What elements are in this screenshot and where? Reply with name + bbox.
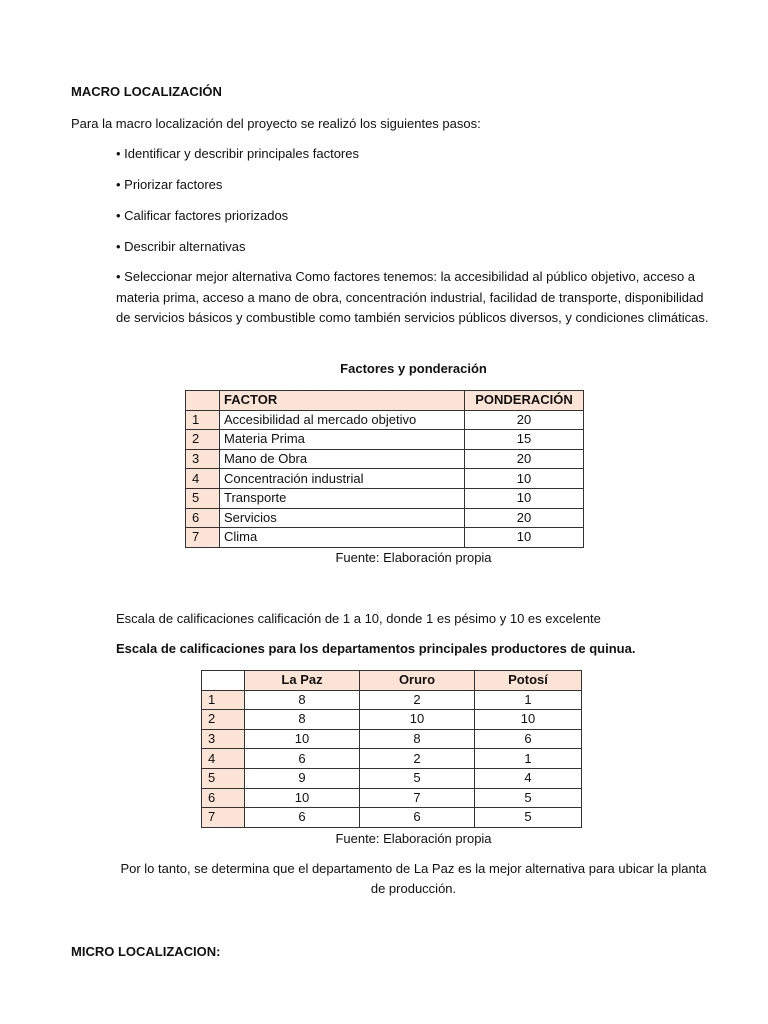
- factors-table-title: Factores y ponderación: [340, 361, 487, 376]
- row-number: 6: [186, 508, 220, 528]
- rating-cell: 10: [475, 710, 582, 730]
- factor-cell: Concentración industrial: [220, 469, 465, 489]
- table-row: [186, 528, 584, 548]
- row-number: 7: [202, 808, 245, 828]
- row-number: 7: [186, 528, 220, 548]
- step-item: • Describir alternativas: [116, 239, 246, 254]
- rating-cell: 1: [475, 749, 582, 769]
- rating-cell: 4: [475, 768, 582, 788]
- rating-cell: 5: [360, 768, 475, 788]
- table-row: [186, 469, 584, 489]
- rating-cell: 6: [360, 808, 475, 828]
- step-item: • Calificar factores priorizados: [116, 208, 289, 223]
- weight-cell: 15: [465, 430, 584, 450]
- row-number: 2: [202, 710, 245, 730]
- step-item: • Priorizar factores: [116, 177, 223, 192]
- table-row: [202, 729, 582, 749]
- header-cell: FACTOR: [220, 391, 465, 411]
- rating-cell: 8: [245, 690, 360, 710]
- row-number: 4: [202, 749, 245, 769]
- table-header-row: [186, 391, 584, 411]
- header-cell: Potosí: [475, 671, 582, 691]
- row-number: 3: [186, 449, 220, 469]
- step-item: • Identificar y describir principales factores: [116, 146, 359, 161]
- ratings-table: [201, 670, 582, 828]
- header-cell: [202, 671, 245, 691]
- rating-cell: 10: [360, 710, 475, 730]
- row-number: 3: [202, 729, 245, 749]
- rating-cell: 2: [360, 749, 475, 769]
- rating-cell: 9: [245, 768, 360, 788]
- conclusion-paragraph: Por lo tanto, se determina que el departamento de La Paz es la mejor alternativa para ubicar la planta de producción.: [120, 861, 707, 896]
- rating-cell: 2: [360, 690, 475, 710]
- weight-cell: 20: [465, 410, 584, 430]
- factor-cell: Materia Prima: [220, 430, 465, 450]
- table-row: [202, 768, 582, 788]
- scale-description: Escala de calificaciones calificación de 1 a 10, donde 1 es pésimo y 10 es excelente: [116, 611, 601, 626]
- row-number: 5: [202, 768, 245, 788]
- macro-intro: Para la macro localización del proyecto se realizó los siguientes pasos:: [71, 116, 481, 131]
- row-number: 4: [186, 469, 220, 489]
- header-cell: La Paz: [245, 671, 360, 691]
- table-row: [186, 449, 584, 469]
- rating-cell: 1: [475, 690, 582, 710]
- table-row: [186, 488, 584, 508]
- factors-table-source: Fuente: Elaboración propia: [335, 550, 492, 565]
- rating-cell: 5: [475, 808, 582, 828]
- step-item: • Seleccionar mejor alternativa Como factores tenemos: la accesibilidad al público objetivo, acceso a materia prima, acceso a mano de obra, concentración industrial, facilidad de transporte, disponibilidad de servicios básicos y combustible como también servicios públicos diversos, y condiciones climáticas.: [116, 269, 709, 325]
- header-cell: Oruro: [360, 671, 475, 691]
- table-row: [202, 710, 582, 730]
- row-number: 1: [186, 410, 220, 430]
- row-number: 1: [202, 690, 245, 710]
- table-row: [202, 749, 582, 769]
- factor-cell: Clima: [220, 528, 465, 548]
- rating-cell: 5: [475, 788, 582, 808]
- weight-cell: 20: [465, 449, 584, 469]
- rating-cell: 10: [245, 788, 360, 808]
- table-row: [202, 690, 582, 710]
- weight-cell: 10: [465, 469, 584, 489]
- table-row: [186, 430, 584, 450]
- rating-cell: 6: [245, 808, 360, 828]
- ratings-table-source: Fuente: Elaboración propia: [335, 831, 492, 846]
- macro-title: MACRO LOCALIZACIÓN: [71, 84, 222, 99]
- table-row: [202, 808, 582, 828]
- weight-cell: 10: [465, 488, 584, 508]
- factor-cell: Servicios: [220, 508, 465, 528]
- rating-cell: 8: [360, 729, 475, 749]
- rating-cell: 8: [245, 710, 360, 730]
- header-cell: PONDERACIÓN: [465, 391, 584, 411]
- rating-cell: 10: [245, 729, 360, 749]
- table-row: [186, 410, 584, 430]
- table-row: [186, 508, 584, 528]
- factor-cell: Accesibilidad al mercado objetivo: [220, 410, 465, 430]
- row-number: 5: [186, 488, 220, 508]
- row-number: 6: [202, 788, 245, 808]
- weight-cell: 10: [465, 528, 584, 548]
- rating-cell: 6: [245, 749, 360, 769]
- factor-cell: Mano de Obra: [220, 449, 465, 469]
- row-number: 2: [186, 430, 220, 450]
- header-cell: [186, 391, 220, 411]
- table-row: [202, 788, 582, 808]
- rating-cell: 7: [360, 788, 475, 808]
- table-header-row: [202, 671, 582, 691]
- ratings-table-title: Escala de calificaciones para los departamentos principales productores de quinua.: [116, 641, 636, 656]
- micro-title: MICRO LOCALIZACION:: [71, 944, 221, 959]
- rating-cell: 6: [475, 729, 582, 749]
- factor-cell: Transporte: [220, 488, 465, 508]
- weight-cell: 20: [465, 508, 584, 528]
- factors-table: [185, 390, 584, 548]
